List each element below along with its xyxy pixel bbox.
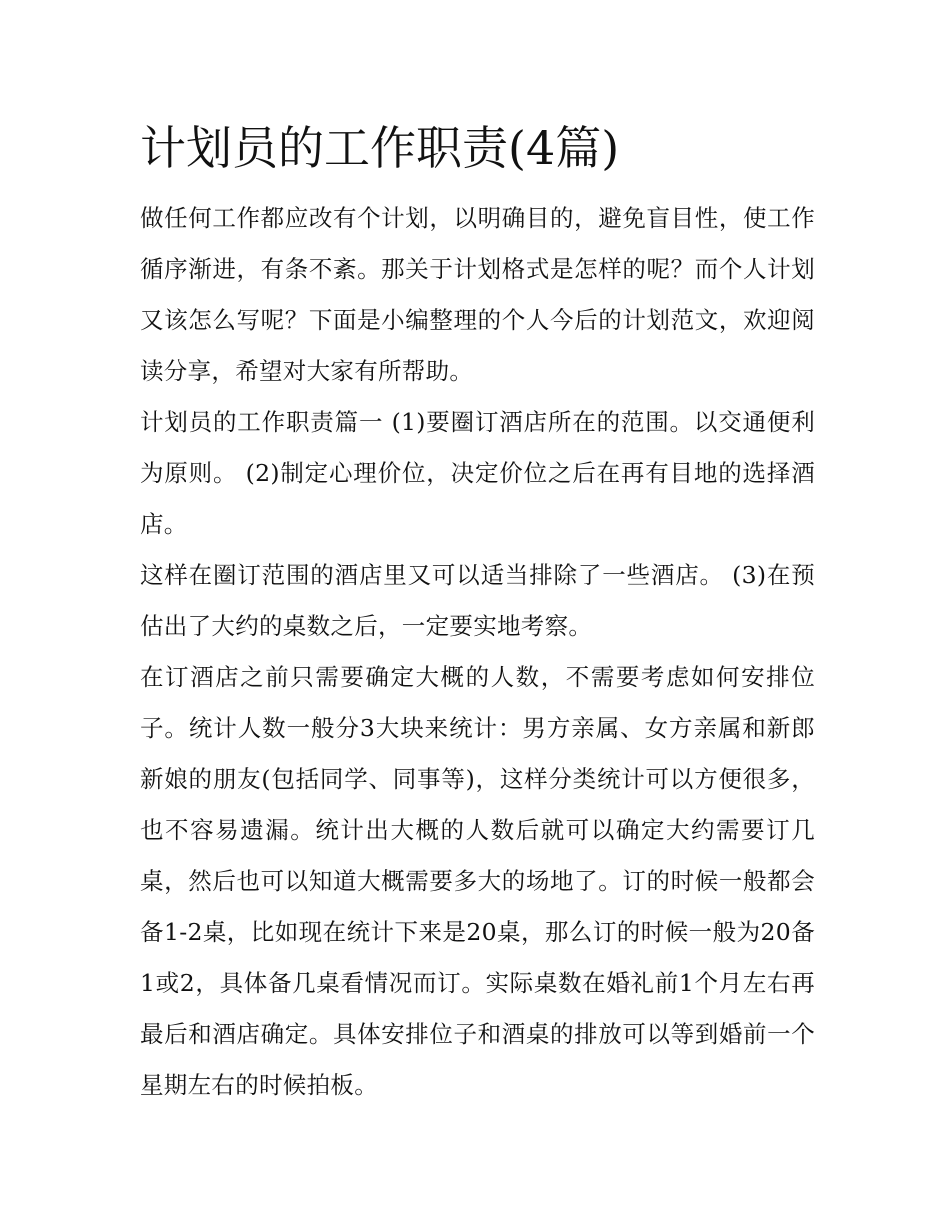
body-paragraph-3: 在订酒店之前只需要确定大概的人数，不需要考虑如何安排位子。统计人数一般分3大块来统计：男方亲属、女方亲属和新郎新娘的朋友(包括同学、同事等)，这样分类统计可以方便很多，也不容易遗漏。统计出大概的人数后就可以确定大约需要订几桌，然后也可以知道大概需要多大的场地了。订的时候一般都会备1-2桌，比如现在统计下来是20桌，那么订的时候一般为20备1或2，具体备几桌看情况而订。实际桌数在婚礼前1个月左右再最后和酒店确定。具体安排位子和酒桌的排放可以等到婚前一个星期左右的时候拍板。 [140,663,815,1099]
body-paragraph-1: 计划员的工作职责篇一 (1)要圈订酒店所在的范围。以交通便利为原则。 (2)制定心理价位，决定价位之后在再有目地的选择酒店。 [140,408,815,538]
document-body [140,116,815,1111]
body-paragraph-2: 这样在圈订范围的酒店里又可以适当排除了一些酒店。 (3)在预估出了大约的桌数之后，一定要实地考察。 [140,561,815,640]
intro-paragraph: 做任何工作都应改有个计划，以明确目的，避免盲目性，使工作循序渐进，有条不紊。那关于计划格式是怎样的呢？而个人计划又该怎么写呢？下面是小编整理的个人今后的计划范文，欢迎阅读分享，希望对大家有所帮助。 [140,204,815,385]
document-title: 计划员的工作职责(4篇) [140,121,620,175]
